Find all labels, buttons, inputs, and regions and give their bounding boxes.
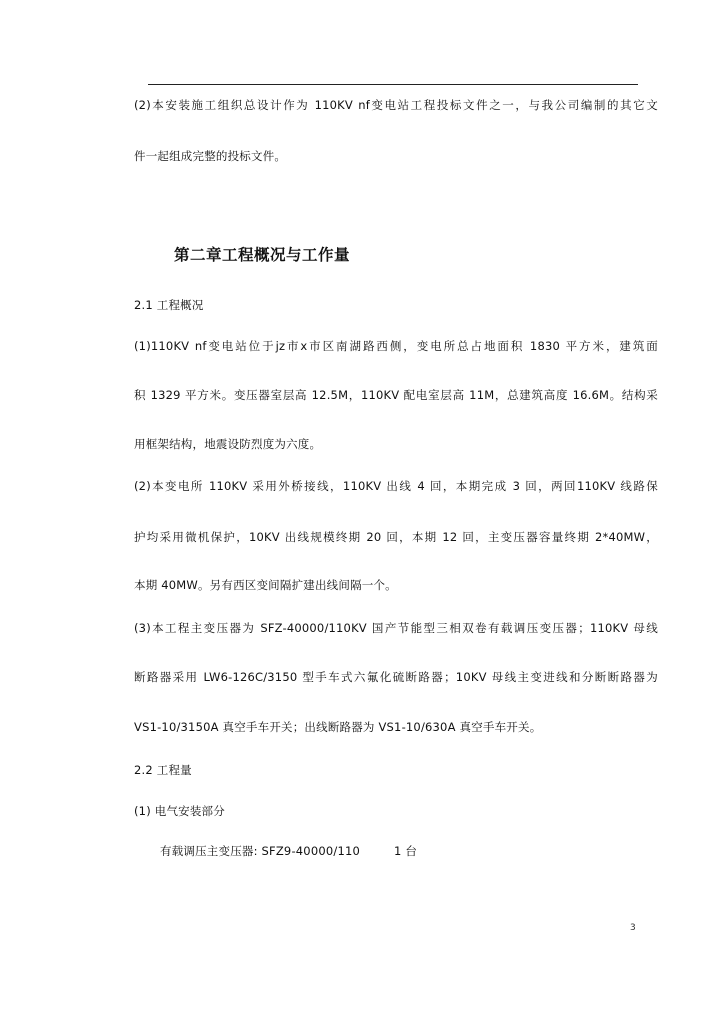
para-1-line-3: 用框架结构，地震设防烈度为六度。 (134, 437, 322, 451)
chapter-title: 第二章工程概况与工作量 (174, 246, 351, 264)
continuation-line-2: 件一起组成完整的投标文件。 (134, 149, 287, 163)
para-2-line-2: 护均采用微机保护，10KV 出线规模终期 20 回，本期 12 回，主变压器容量终期 2*40MW， (134, 530, 658, 544)
continuation-line-1: (2)本安装施工组织总设计作为 110KV nf变电站工程投标文件之一，与我公司编制的其它文 (134, 98, 658, 112)
para-1-line-2: 积 1329 平方米。变压器室层高 12.5M，110KV 配电室层高 11M，总建筑高度 16.6M。结构采 (134, 388, 658, 402)
para-3-line-1: (3)本工程主变压器为 SFZ-40000/110KV 国产节能型三相双卷有载调压变压器；110KV 母线 (134, 621, 658, 635)
page-number: 3 (630, 923, 636, 933)
section-2-1-heading: 2.1 工程概况 (134, 298, 204, 312)
equipment-item-name: 有载调压主变压器: SFZ9-40000/110 (160, 844, 360, 858)
para-3-line-3: VS1-10/3150A 真空手车开关；出线断路器为 VS1-10/630A 真空手车开关。 (134, 720, 542, 734)
header-rule (148, 84, 638, 85)
para-1-line-1: (1)110KV nf变电站位于jz市x市区南湖路西侧，变电所总占地面积 1830 平方米，建筑面 (134, 339, 658, 353)
section-2-2-heading: 2.2 工程量 (134, 763, 192, 777)
section-2-2-subheading: (1) 电气安装部分 (134, 804, 225, 818)
para-2-line-1: (2)本变电所 110KV 采用外桥接线，110KV 出线 4 回，本期完成 3 回，两回110KV 线路保 (134, 479, 658, 493)
equipment-item-quantity: 1 台 (394, 844, 418, 858)
para-3-line-2: 断路器采用 LW6-126C/3150 型手车式六氟化硫断路器；10KV 母线主变进线和分断断路器为 (134, 670, 658, 684)
equipment-item (160, 843, 417, 859)
para-2-line-3: 本期 40MW。另有西区变间隔扩建出线间隔一个。 (134, 578, 397, 592)
